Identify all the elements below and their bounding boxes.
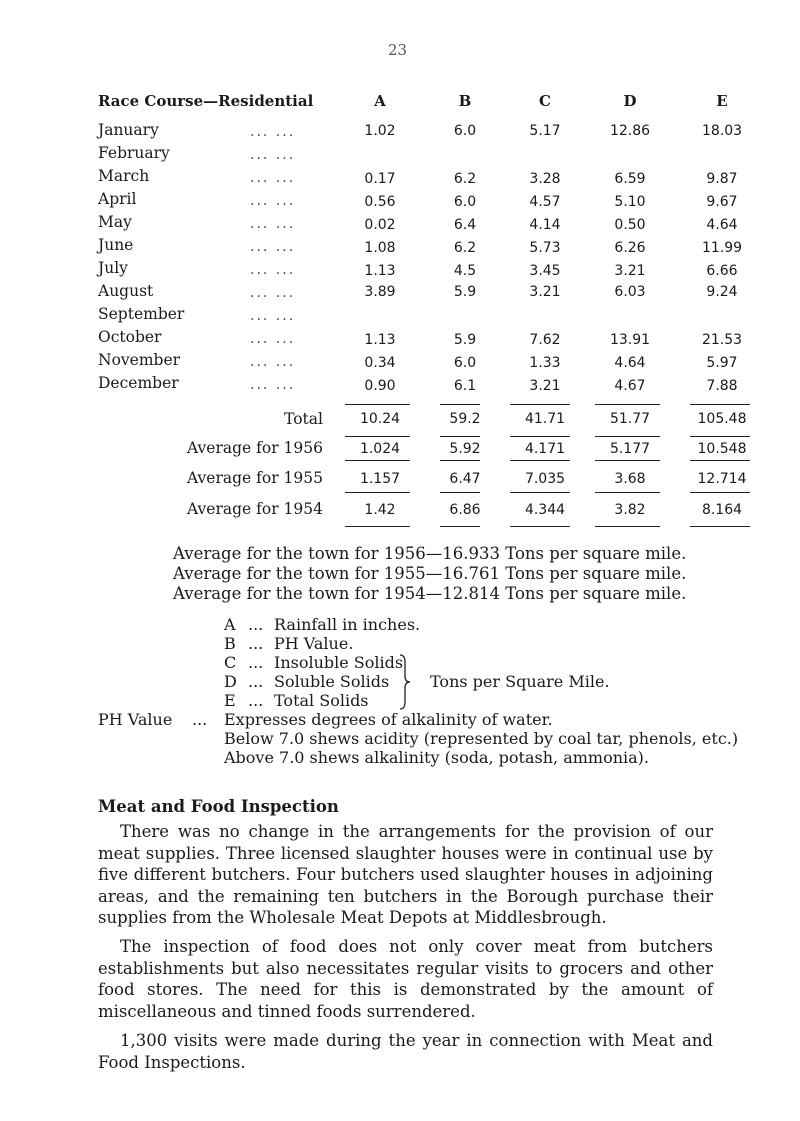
cell-jul-c: 3.45 bbox=[529, 263, 561, 279]
legend-key-a: A bbox=[224, 615, 236, 634]
page-number: 23 bbox=[388, 41, 408, 59]
cell-apr-a: 0.56 bbox=[364, 194, 396, 210]
cell-jun-d: 6.26 bbox=[614, 240, 646, 256]
cell-aug-d: 6.03 bbox=[614, 284, 646, 300]
rule bbox=[345, 460, 410, 461]
cell-oct-b: 5.9 bbox=[453, 332, 477, 348]
leader-dots: ... ... bbox=[250, 147, 296, 163]
legend-text-c: Insoluble Solids bbox=[274, 653, 404, 672]
row-label-may: May bbox=[98, 213, 132, 231]
cell-oct-d: 13.91 bbox=[609, 332, 651, 348]
legend-dots: ... bbox=[248, 672, 264, 691]
total-b: 59.2 bbox=[449, 411, 481, 427]
ph-note-dots: ... bbox=[192, 710, 208, 729]
cell-jan-e: 18.03 bbox=[701, 123, 743, 139]
avg1954-e: 8.164 bbox=[701, 502, 743, 518]
avg1955-b: 6.47 bbox=[449, 471, 481, 487]
cell-may-a: 0.02 bbox=[364, 217, 396, 233]
cell-aug-a: 3.89 bbox=[364, 284, 396, 300]
average-1956-label: Average for 1956 bbox=[186, 439, 323, 457]
avg1954-a: 1.42 bbox=[364, 502, 396, 518]
row-label-july: July bbox=[98, 259, 128, 277]
table-title: Race Course—Residential bbox=[98, 92, 314, 110]
legend-text-e: Total Solids bbox=[274, 691, 369, 710]
rule bbox=[510, 436, 570, 437]
rule bbox=[440, 460, 480, 461]
row-label-december: December bbox=[98, 374, 179, 392]
avg1954-b: 6.86 bbox=[449, 502, 481, 518]
leader-dots: ... ... bbox=[250, 216, 296, 232]
leader-dots: ... ... bbox=[250, 239, 296, 255]
rule bbox=[345, 404, 410, 405]
cell-jan-c: 5.17 bbox=[529, 123, 561, 139]
cell-jan-a: 1.02 bbox=[364, 123, 396, 139]
row-label-august: August bbox=[98, 282, 154, 300]
avg1956-c: 4.171 bbox=[524, 441, 566, 457]
cell-dec-c: 3.21 bbox=[529, 378, 561, 394]
leader-dots: ... ... bbox=[250, 193, 296, 209]
avg1955-a: 1.157 bbox=[359, 471, 401, 487]
cell-oct-c: 7.62 bbox=[529, 332, 561, 348]
cell-mar-a: 0.17 bbox=[364, 171, 396, 187]
cell-jan-b: 6.0 bbox=[453, 123, 477, 139]
rule bbox=[345, 436, 410, 437]
legend-dots: ... bbox=[248, 691, 264, 710]
legend-dots: ... bbox=[248, 653, 264, 672]
section-heading: Meat and Food Inspection bbox=[98, 797, 339, 816]
cell-jan-d: 12.86 bbox=[609, 123, 651, 139]
cell-jul-e: 6.66 bbox=[706, 263, 738, 279]
legend-dots: ... bbox=[248, 615, 264, 634]
avg1954-c: 4.344 bbox=[524, 502, 566, 518]
town-average-1955: Average for the town for 1955—16.761 Tons per square mile. bbox=[173, 564, 687, 583]
legend-brace-label: Tons per Square Mile. bbox=[430, 672, 610, 691]
cell-may-e: 4.64 bbox=[706, 217, 738, 233]
ph-note-line-1: Expresses degrees of alkalinity of water. bbox=[224, 710, 553, 729]
rule bbox=[690, 404, 750, 405]
legend-key-c: C bbox=[224, 653, 237, 672]
row-label-october: October bbox=[98, 328, 162, 346]
leader-dots: ... ... bbox=[250, 170, 296, 186]
cell-jul-b: 4.5 bbox=[453, 263, 477, 279]
legend-text-b: PH Value. bbox=[274, 634, 354, 653]
cell-may-d: 0.50 bbox=[614, 217, 646, 233]
cell-may-b: 6.4 bbox=[453, 217, 477, 233]
cell-apr-b: 6.0 bbox=[453, 194, 477, 210]
rule bbox=[510, 460, 570, 461]
legend-dots: ... bbox=[248, 634, 264, 653]
row-label-november: November bbox=[98, 351, 181, 369]
legend-key-b: B bbox=[224, 634, 236, 653]
cell-nov-d: 4.64 bbox=[614, 355, 646, 371]
leader-dots: ... ... bbox=[250, 354, 296, 370]
row-label-september: September bbox=[98, 305, 185, 323]
cell-dec-e: 7.88 bbox=[706, 378, 738, 394]
avg1956-d: 5.177 bbox=[609, 441, 651, 457]
rule bbox=[595, 404, 660, 405]
legend-key-d: D bbox=[224, 672, 237, 691]
cell-mar-b: 6.2 bbox=[453, 171, 477, 187]
row-label-january: January bbox=[98, 121, 159, 139]
rule bbox=[595, 460, 660, 461]
row-label-march: March bbox=[98, 167, 150, 185]
row-label-february: February bbox=[98, 144, 170, 162]
total-d: 51.77 bbox=[609, 411, 651, 427]
avg1956-b: 5.92 bbox=[449, 441, 481, 457]
rule bbox=[690, 526, 750, 527]
leader-dots: ... ... bbox=[250, 124, 296, 140]
avg1954-d: 3.82 bbox=[614, 502, 646, 518]
cell-jul-a: 1.13 bbox=[364, 263, 396, 279]
cell-may-c: 4.14 bbox=[529, 217, 561, 233]
average-1955-label: Average for 1955 bbox=[186, 469, 323, 487]
ph-note-line-2: Below 7.0 shews acidity (represented by coal tar, phenols, etc.) bbox=[224, 729, 739, 748]
avg1955-d: 3.68 bbox=[614, 471, 646, 487]
cell-mar-c: 3.28 bbox=[529, 171, 561, 187]
brace-icon bbox=[398, 654, 412, 710]
cell-jun-a: 1.08 bbox=[364, 240, 396, 256]
total-a: 10.24 bbox=[359, 411, 401, 427]
avg1956-a: 1.024 bbox=[359, 441, 401, 457]
cell-nov-b: 6.0 bbox=[453, 355, 477, 371]
avg1955-e: 12.714 bbox=[697, 471, 747, 487]
legend-text-d: Soluble Solids bbox=[274, 672, 390, 691]
town-average-1954: Average for the town for 1954—12.814 Tons per square mile. bbox=[173, 584, 687, 603]
rule bbox=[690, 436, 750, 437]
cell-nov-c: 1.33 bbox=[529, 355, 561, 371]
cell-mar-d: 6.59 bbox=[614, 171, 646, 187]
cell-dec-b: 6.1 bbox=[453, 378, 477, 394]
column-header-b: B bbox=[458, 92, 472, 110]
cell-aug-e: 9.24 bbox=[706, 284, 738, 300]
cell-nov-e: 5.97 bbox=[706, 355, 738, 371]
total-e: 105.48 bbox=[697, 411, 747, 427]
rule bbox=[690, 460, 750, 461]
avg1955-c: 7.035 bbox=[524, 471, 566, 487]
column-header-c: C bbox=[539, 92, 551, 110]
rule bbox=[345, 526, 410, 527]
cell-apr-d: 5.10 bbox=[614, 194, 646, 210]
average-1954-label: Average for 1954 bbox=[186, 500, 323, 518]
rule bbox=[440, 526, 480, 527]
rule bbox=[690, 492, 750, 493]
rule bbox=[510, 526, 570, 527]
rule bbox=[440, 404, 480, 405]
rule bbox=[440, 492, 480, 493]
rule bbox=[510, 404, 570, 405]
rule bbox=[595, 492, 660, 493]
cell-jul-d: 3.21 bbox=[614, 263, 646, 279]
rule bbox=[595, 436, 660, 437]
ph-note-label: PH Value bbox=[98, 710, 173, 729]
paragraph-1: There was no change in the arrangements for the provision of our meat supplies. Three licensed slaughter houses were in continual use by five different butchers. Four butchers used slaughter houses in adjoining areas, and the remaining ten butchers in the Borough purchase their supplies from the Wholesale Meat Depots at Middlesbrough. bbox=[98, 822, 713, 928]
rule bbox=[510, 492, 570, 493]
cell-apr-e: 9.67 bbox=[706, 194, 738, 210]
cell-oct-a: 1.13 bbox=[364, 332, 396, 348]
cell-dec-d: 4.67 bbox=[614, 378, 646, 394]
cell-jun-b: 6.2 bbox=[453, 240, 477, 256]
column-header-d: D bbox=[623, 92, 637, 110]
column-header-e: E bbox=[716, 92, 728, 110]
cell-mar-e: 9.87 bbox=[706, 171, 738, 187]
leader-dots: ... ... bbox=[250, 285, 296, 301]
cell-jun-e: 11.99 bbox=[701, 240, 743, 256]
rule bbox=[440, 436, 480, 437]
row-label-april: April bbox=[98, 190, 137, 208]
leader-dots: ... ... bbox=[250, 331, 296, 347]
legend-text-a: Rainfall in inches. bbox=[274, 615, 421, 634]
cell-nov-a: 0.34 bbox=[364, 355, 396, 371]
cell-dec-a: 0.90 bbox=[364, 378, 396, 394]
cell-jun-c: 5.73 bbox=[529, 240, 561, 256]
column-header-a: A bbox=[374, 92, 386, 110]
ph-note-line-3: Above 7.0 shews alkalinity (soda, potash, ammonia). bbox=[224, 748, 650, 767]
cell-oct-e: 21.53 bbox=[701, 332, 743, 348]
total-c: 41.71 bbox=[524, 411, 566, 427]
rule bbox=[595, 526, 660, 527]
row-label-june: June bbox=[98, 236, 134, 254]
rule bbox=[345, 492, 410, 493]
avg1956-e: 10.548 bbox=[697, 441, 747, 457]
leader-dots: ... ... bbox=[250, 262, 296, 278]
legend-key-e: E bbox=[224, 691, 236, 710]
town-average-1956: Average for the town for 1956—16.933 Tons per square mile. bbox=[173, 544, 687, 563]
leader-dots: ... ... bbox=[250, 308, 296, 324]
leader-dots: ... ... bbox=[250, 377, 296, 393]
total-label: Total bbox=[284, 410, 323, 428]
paragraph-2: The inspection of food does not only cover meat from butchers establishments but also necessitates regular visits to grocers and other food stores. The need for this is demonstrated by the amount of miscellaneous and tinned foods surrendered. bbox=[98, 937, 713, 1021]
cell-aug-c: 3.21 bbox=[529, 284, 561, 300]
paragraph-3: 1,300 visits were made during the year in connection with Meat and Food Inspections. bbox=[98, 1031, 713, 1072]
cell-apr-c: 4.57 bbox=[529, 194, 561, 210]
cell-aug-b: 5.9 bbox=[453, 284, 477, 300]
